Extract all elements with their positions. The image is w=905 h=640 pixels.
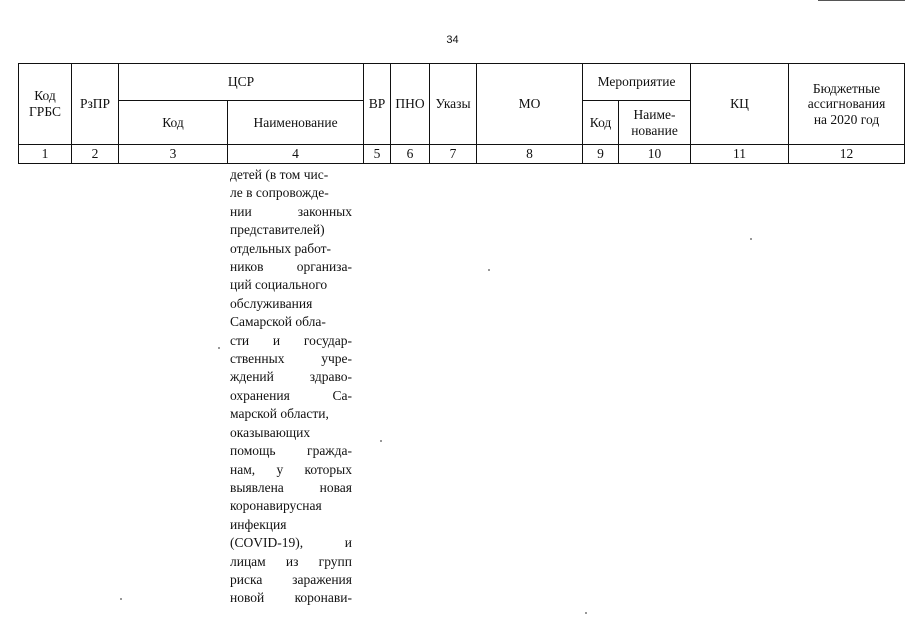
name-line: марской области, [230, 406, 329, 422]
name-line: Самарской обла- [230, 314, 326, 330]
col-number-10: 10 [619, 145, 691, 164]
header-code-grbs: Код ГРБС [19, 64, 72, 145]
name-line: детей (в том чис- [230, 167, 329, 182]
name-line: обслуживания [230, 295, 313, 311]
col-number-2: 2 [72, 145, 119, 164]
col-number-5: 5 [364, 145, 391, 164]
scan-speck [488, 269, 490, 271]
header-kc: КЦ [691, 64, 789, 145]
name-line: ждений здраво- [230, 369, 352, 385]
name-line: сти и государ- [230, 332, 352, 348]
name-line: оказывающих [230, 424, 311, 440]
top-rule [818, 0, 905, 1]
name-line: отдельных работ- [230, 240, 332, 256]
header-event: Мероприятие [583, 64, 691, 101]
name-line: помощь гражда- [230, 443, 352, 459]
header-csr-code: Код [119, 101, 228, 145]
page-number: 34 [446, 34, 459, 46]
header-event-name: Наиме- нование [619, 101, 691, 145]
header-event-code: Код [583, 101, 619, 145]
budget-table-header [18, 63, 905, 164]
name-line: новой коронави- [230, 590, 352, 606]
name-line: ле в сопровожде- [230, 185, 329, 201]
col-number-9: 9 [583, 145, 619, 164]
col-number-4: 4 [228, 145, 364, 164]
scan-speck [585, 612, 587, 614]
col-number-11: 11 [691, 145, 789, 164]
header-csr-name: Наименование [228, 101, 364, 145]
name-line: коронавирусная [230, 498, 322, 514]
name-line: ственных учре- [230, 351, 352, 367]
name-line: лицам из групп [230, 553, 352, 569]
name-line: охранения Са- [230, 387, 352, 403]
header-pno: ПНО [391, 64, 430, 145]
header-csr: ЦСР [119, 64, 364, 101]
name-line: риска заражения [230, 571, 352, 587]
csr-name-text [230, 166, 352, 608]
name-line: выявлена новая [230, 479, 352, 495]
name-line: ников организа- [230, 259, 352, 275]
name-line: инфекция [230, 516, 287, 532]
col-number-3: 3 [119, 145, 228, 164]
col-number-6: 6 [391, 145, 430, 164]
scan-speck [218, 347, 220, 349]
name-line: нам, у которых [230, 461, 352, 477]
header-ukazy: Указы [430, 64, 477, 145]
name-line: ций социального [230, 277, 328, 293]
name-line: (COVID-19), и [230, 535, 352, 551]
name-line: представителей) [230, 222, 325, 238]
scan-speck [120, 598, 122, 600]
col-number-1: 1 [19, 145, 72, 164]
col-number-12: 12 [789, 145, 905, 164]
scan-speck [380, 440, 382, 442]
col-number-7: 7 [430, 145, 477, 164]
scan-speck [750, 238, 752, 240]
header-vr: ВР [364, 64, 391, 145]
col-number-8: 8 [477, 145, 583, 164]
header-budget: Бюджетные ассигнования на 2020 год [789, 64, 905, 145]
header-mo: МО [477, 64, 583, 145]
name-line: нии законных [230, 203, 352, 219]
header-rzpr: РзПР [72, 64, 119, 145]
